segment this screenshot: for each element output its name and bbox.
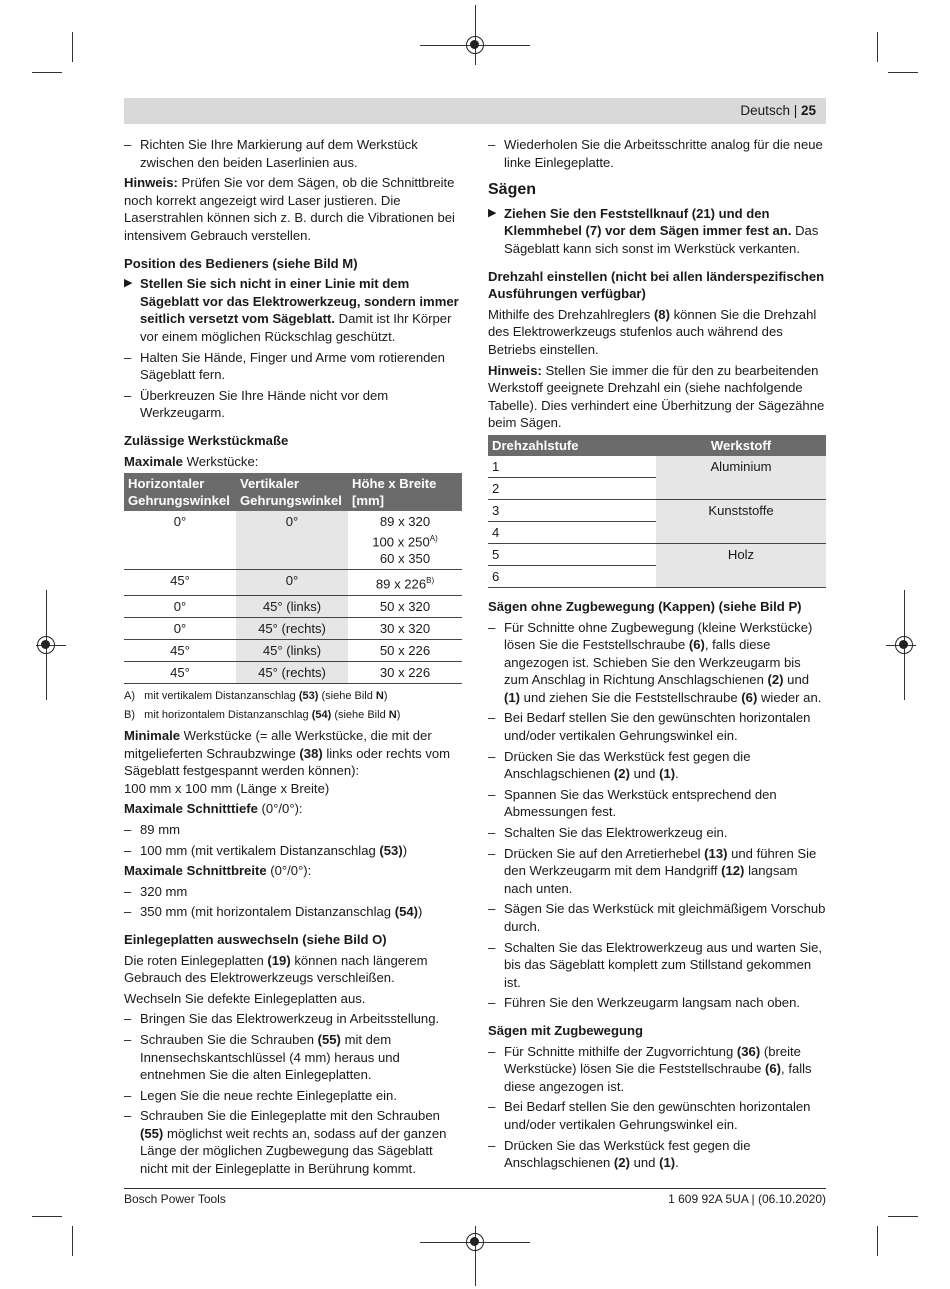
min-size: 100 mm x 100 mm (Länge x Breite): [124, 780, 330, 796]
crop-mark: [72, 1226, 73, 1256]
list-item: – 89 mm: [124, 821, 462, 839]
hinweis-paragraph: Hinweis: Stellen Sie immer die für den zu bearbeitenden Werkstoff geeignete Drehzahl ein (siehe nachfolgende Tabelle). Dies verhindert eine Überhitzung der Sägezähne beim Sägen.: [488, 362, 825, 431]
table-cell: 6: [492, 568, 500, 584]
max-label-paragraph: Maximale Werkstücke:: [124, 453, 259, 469]
table-header-row: [124, 473, 462, 511]
list-item: – Drücken Sie das Werkstück fest gegen die Anschlagschienen (2) und (1).: [488, 748, 826, 783]
list-item: – Schrauben Sie die Schrauben (55) mit dem Innensechskantschlüssel (4 mm) heraus und entnehmen Sie die alten Einlegeplatten.: [124, 1031, 462, 1084]
table-cell: 30 x 226: [379, 664, 431, 680]
table-row: [124, 661, 462, 683]
table-cell: 1: [488, 456, 656, 478]
header-text: Deutsch | 25: [740, 103, 816, 118]
table-cell: 45° (links): [236, 639, 348, 661]
crop-mark: [32, 72, 62, 73]
registration-target-icon: [37, 636, 55, 654]
list-item: – Wiederholen Sie die Arbeitsschritte analog für die neue linke Einlegeplatte.: [488, 136, 826, 171]
registration-target-icon: [466, 36, 484, 54]
list-item: – Halten Sie Hände, Finger und Arme vom rotierenden Sägeblatt fern.: [124, 349, 462, 384]
table-cell: 45° (rechts): [236, 617, 348, 639]
table-row: [124, 570, 462, 595]
section-heading-zug: Sägen mit Zugbewegung: [488, 1022, 643, 1038]
list-item: – Schalten Sie das Elektrowerkzeug aus und warten Sie, bis das Sägeblatt komplett zum Stillstand gekommen ist.: [488, 939, 826, 992]
list-item: – 100 mm (mit vertikalem Distanzanschlag (53)): [124, 842, 462, 860]
warning-item: ▶ Stellen Sie sich nicht in einer Linie mit dem Sägeblatt vor das Elektrowerkzeug, sondern immer seitlich versetzt vom Sägeblatt. Damit ist Ihr Körper vor einem möglichen Rückschlag geschützt.: [124, 275, 462, 345]
table-cell: 45° (rechts): [236, 661, 348, 683]
page-header: [124, 98, 826, 124]
table-cell: 50 x 226: [379, 642, 431, 658]
table-row: [124, 617, 462, 639]
crop-mark: [72, 32, 73, 62]
list-item: – 320 mm: [124, 883, 462, 901]
list-item: – Richten Sie Ihre Markierung auf dem Werkstück zwischen den beiden Laserlinien aus.: [124, 136, 462, 171]
table-cell: 45°: [170, 573, 190, 589]
right-column: [488, 136, 826, 1175]
table-cell: 45°: [170, 642, 190, 658]
table-cell: Aluminium: [656, 456, 826, 500]
breite-label: Maximale Schnittbreite (0°/0°):: [124, 863, 312, 879]
table-header-cell: Horizontaler Gehrungswinkel: [124, 473, 236, 511]
table-header-cell: Werkstoff: [656, 435, 826, 456]
list-item: – Bei Bedarf stellen Sie den gewünschten horizontalen und/oder vertikalen Gehrungswinkel ein.: [488, 1098, 826, 1133]
einlege-paragraph: Die roten Einlegeplatten (19) können nach längerem Gebrauch des Elektrowerkzeugs verschleißen.: [124, 952, 428, 986]
table-row: [124, 595, 462, 617]
list-item: – Schalten Sie das Elektrowerkzeug ein.: [488, 824, 826, 842]
list-item: – Sägen Sie das Werkstück mit gleichmäßigem Vorschub durch.: [488, 900, 826, 935]
crop-mark: [32, 1216, 62, 1217]
min-paragraph: Minimale Werkstücke (= alle Werkstücke, die mit der mitgelieferten Schraubzwinge (38) links oder rechts vom Sägeblatt festgespannt werden können):: [124, 728, 451, 779]
table-header-row: [488, 435, 826, 456]
list-item: – Schrauben Sie die Einlegeplatte mit den Schrauben (55) möglichst weit rechts an, sodass auf der ganzen Länge der möglichen Zugbewegung das Sägeblatt nicht mit der Einlegeplatte in Berührung kommt.: [124, 1107, 462, 1177]
list-item: – Führen Sie den Werkzeugarm langsam nach oben.: [488, 994, 826, 1012]
list-item: – Für Schnitte mithilfe der Zugvorrichtung (36) (breite Werkstücke) lösen Sie die Feststellschraube (6), falls diese angezogen ist.: [488, 1043, 826, 1096]
table-header-cell: Drehzahlstufe: [488, 435, 656, 456]
list-item: – Für Schnitte ohne Zugbewegung (kleine Werkstücke) lösen Sie die Feststellschraube (6), falls diese angezogen ist. Schieben Sie den Werkzeugarm bis zum Anschlag in Richtung Anschlagschienen (2) und (1) und ziehen Sie die Feststellschraube (6) wieder an.: [488, 619, 826, 707]
list-item: – Bringen Sie das Elektrowerkzeug in Arbeitsstellung.: [124, 1010, 462, 1028]
table-cell: 0°: [236, 511, 348, 570]
warning-item: ▶ Ziehen Sie den Feststellknauf (21) und den Klemmhebel (7) vor dem Sägen immer fest an. Das Sägeblatt kann sich sonst im Werkstück verkanten.: [488, 205, 826, 258]
left-column: [124, 136, 462, 1181]
table-cell: 45° (links): [236, 595, 348, 617]
section-heading-position: Position des Bedieners (siehe Bild M): [124, 255, 358, 271]
footnote-b: B) mit horizontalem Distanzanschlag (54) (siehe Bild N): [124, 709, 401, 722]
table-row: [488, 499, 826, 521]
crop-mark: [888, 72, 918, 73]
list-item: – Überkreuzen Sie Ihre Hände nicht vor dem Werkzeugarm.: [124, 387, 462, 422]
footer-doc-id: 1 609 92A 5UA | (06.10.2020): [668, 1192, 826, 1206]
table-cell: 4: [492, 524, 500, 540]
crop-mark: [877, 1226, 878, 1256]
hinweis-paragraph: Hinweis: Prüfen Sie vor dem Sägen, ob die Schnittbreite noch korrekt angezeigt wird Laser justieren. Die Laserstrahlen können sich z. B. durch die Vibrationen bei intensivem Gebrauch verstellen.: [124, 175, 455, 243]
table-cell: 0°: [173, 598, 187, 614]
footnote-a: A) mit vertikalem Distanzanschlag (53) (siehe Bild N): [124, 689, 388, 702]
einlege-paragraph-2: Wechseln Sie defekte Einlegeplatten aus.: [124, 990, 366, 1006]
table-row: [488, 543, 826, 565]
list-item: – Legen Sie die neue rechte Einlegeplatte ein.: [124, 1087, 462, 1105]
tiefe-label: Maximale Schnitttiefe (0°/0°):: [124, 801, 303, 817]
table-header-cell: Vertikaler Gehrungswinkel: [236, 473, 348, 511]
crop-mark: [888, 1216, 918, 1217]
section-heading-drehzahl: Drehzahl einstellen (nicht bei allen länderspezifischen Ausführungen verfügbar): [488, 268, 825, 302]
table-cell: 2: [492, 480, 500, 496]
table-cell: 3: [488, 499, 656, 521]
table-header-cell: Höhe x Breite [mm]: [348, 473, 462, 511]
table-cell: 45°: [170, 664, 190, 680]
registration-target-icon: [466, 1233, 484, 1251]
table-cell: Holz: [656, 543, 826, 587]
workpiece-table: [124, 473, 462, 684]
footer-brand: Bosch Power Tools: [124, 1192, 226, 1206]
list-item: – Drücken Sie auf den Arretierhebel (13) und führen Sie den Werkzeugarm mit dem Handgriff (12) langsam nach unten.: [488, 845, 826, 898]
page-footer: [124, 1188, 826, 1206]
section-heading-kappen: Sägen ohne Zugbewegung (Kappen) (siehe Bild P): [488, 598, 802, 614]
crop-mark: [475, 5, 476, 65]
table-cell: 0°: [173, 620, 187, 636]
list-item: – Spannen Sie das Werkstück entsprechend den Abmessungen fest.: [488, 786, 826, 821]
section-heading-einlege: Einlegeplatten auswechseln (siehe Bild O): [124, 931, 387, 947]
table-cell: 5: [488, 543, 656, 565]
section-heading-saegen: Sägen: [488, 181, 537, 199]
table-cell: 30 x 320: [379, 620, 431, 636]
table-cell: 0°: [236, 570, 348, 595]
table-cell: 89 x 320 100 x $250^{A)}$ 60 x 350: [372, 514, 438, 567]
page-number: 25: [800, 103, 816, 118]
drehzahl-paragraph: Mithilfe des Drehzahlreglers (8) können Sie die Drehzahl des Elektrowerkzeugs stufenlos auch während des Betriebs einstellen.: [488, 306, 817, 357]
list-item: – Drücken Sie das Werkstück fest gegen die Anschlagschienen (2) und (1).: [488, 1137, 826, 1172]
table-cell: 89 x $226^{B)}$: [375, 576, 435, 592]
registration-target-icon: [895, 636, 913, 654]
list-item: – 350 mm (mit horizontalem Distanzanschlag (54)): [124, 903, 462, 921]
table-row: [124, 511, 462, 570]
header-language: Deutsch: [740, 103, 790, 118]
table-row: [124, 639, 462, 661]
table-cell: Kunststoffe: [656, 499, 826, 543]
list-item: – Bei Bedarf stellen Sie den gewünschten horizontalen und/oder vertikalen Gehrungswinkel ein.: [488, 709, 826, 744]
table-cell: 50 x 320: [379, 598, 431, 614]
table-cell: 0°: [173, 514, 187, 530]
crop-mark: [877, 32, 878, 62]
section-heading-masse: Zulässige Werkstückmaße: [124, 432, 289, 448]
speed-table: [488, 435, 826, 588]
table-row: [488, 456, 826, 478]
